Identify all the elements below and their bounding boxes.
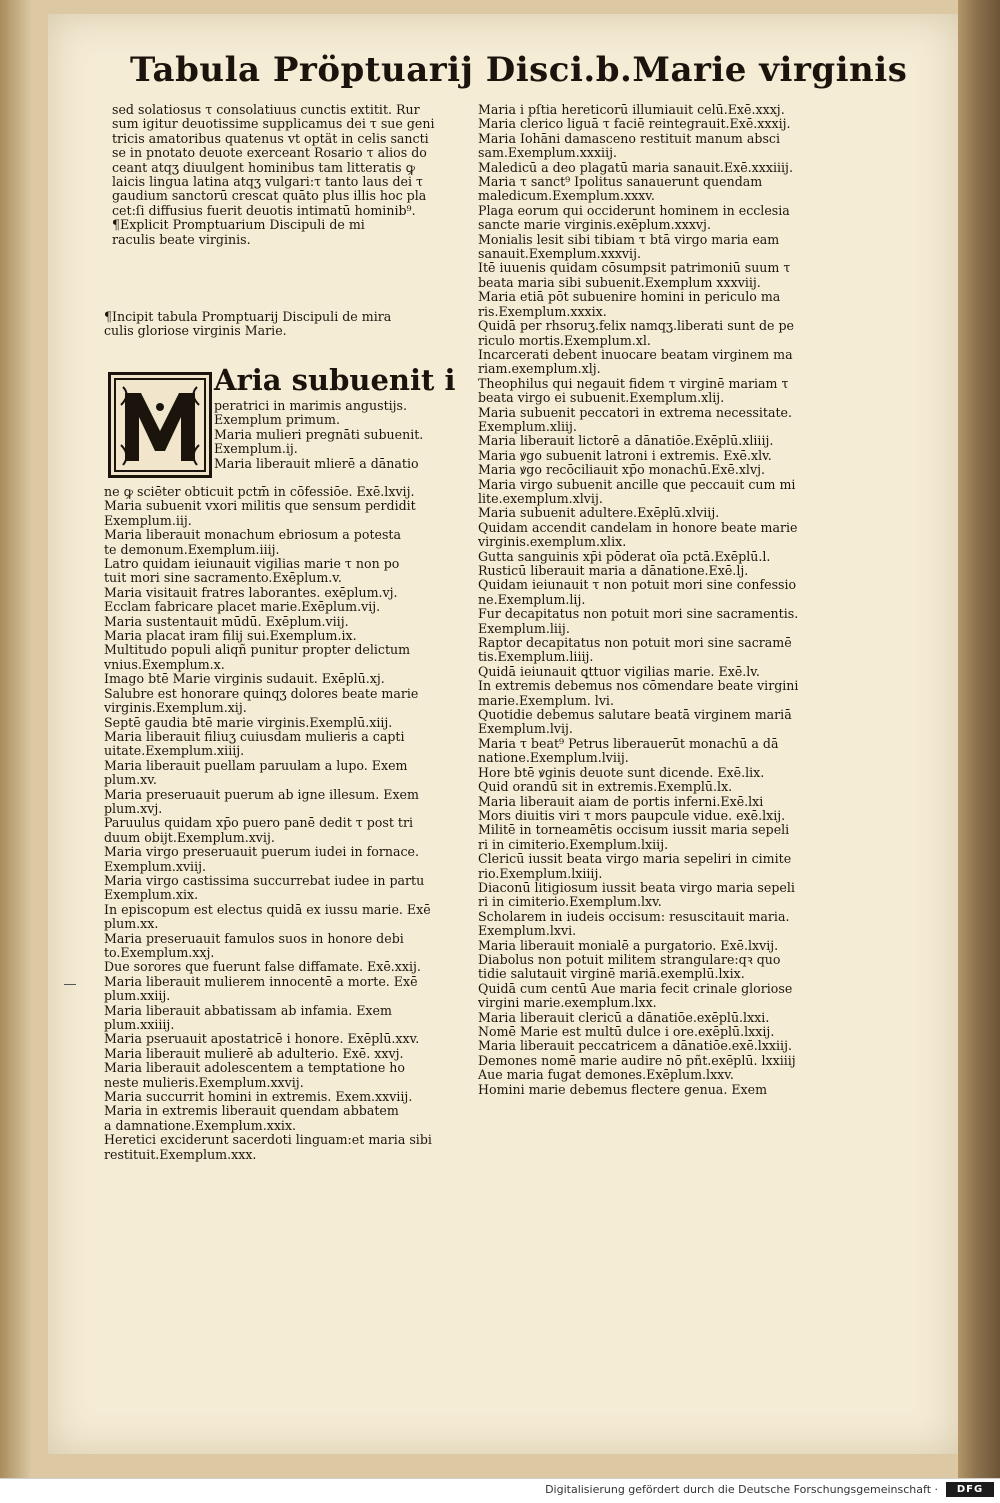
text-line: sum igitur deuotissime supplicamus dei τ sue geni — [112, 116, 435, 132]
text-line: culis gloriose virginis Marie. — [104, 323, 287, 339]
list-item: Mors diuitis viri τ mors paupcule vidue. exē.lxij. — [478, 807, 786, 823]
list-item: plum.xvj. — [104, 800, 163, 816]
list-item: Fur decapitatus non potuit mori sine sacramentis. — [478, 606, 799, 622]
list-item: sanauit.Exemplum.xxxvij. — [478, 246, 641, 262]
list-item: Rusticū liberauit maria a dānatione.Exē.lj. — [478, 563, 749, 578]
list-item: maledicum.Exemplum.xxxv. — [478, 188, 655, 204]
list-item: Maria liberauit aiam de portis inferni.Exē.lxi — [478, 793, 764, 809]
text-line: se in pnotato deuote exerceant Rosario τ alios do — [112, 145, 427, 161]
list-item: Maria sustentauit mūdū. Exēplum.viij. — [104, 613, 349, 629]
list-item: plum.xv. — [104, 772, 157, 788]
list-item: natione.Exemplum.lviij. — [478, 750, 629, 766]
list-item: Maria liberauit mulierem innocentē a morte. Exē — [104, 973, 418, 989]
left-column-list — [104, 485, 464, 1162]
decorated-initial — [108, 372, 212, 478]
list-item: Latro quidam ieiunauit vigilias marie τ non po — [104, 556, 400, 572]
text-line: Exemplum primum. — [214, 412, 340, 428]
list-item: duum obijt.Exemplum.xvij. — [104, 829, 275, 845]
text-line: laicis lingua latina atqʒ vulgari:τ tanto laus dei τ — [112, 174, 423, 190]
list-item: Maria liberauit clericū a dānatiōe.exēplū.lxxi. — [478, 1009, 770, 1025]
list-item: Maria liberauit abbatissam ab infamia. Exem — [104, 1002, 392, 1018]
incipit-text — [104, 310, 464, 339]
list-item: Maria virgo castissima succurrebat iudee in partu — [104, 872, 425, 888]
list-item: Maria τ beat⁹ Petrus liberauerūt monachū a dā — [478, 735, 779, 751]
list-item: Nomē Marie est multū dulce i ore.exēplū.lxxij. — [478, 1024, 775, 1039]
list-item: Demones nomē marie audire nō pñt.exēplū. lxxiiij — [478, 1052, 796, 1068]
list-item: Raptor decapitatus non potuit mori sine sacramē — [478, 635, 792, 651]
text-line: Maria mulieri pregnāti subuenit. — [214, 426, 424, 442]
list-item: Maria preseruauit puerum ab igne illesum. Exem — [104, 786, 419, 802]
list-item: Exemplum.xliij. — [478, 418, 577, 434]
list-item: Maria virgo subuenit ancille que peccauit cum mi — [478, 476, 796, 492]
list-item: a damnatione.Exemplum.xxix. — [104, 1117, 297, 1133]
list-item: tis.Exemplum.liiij. — [478, 649, 594, 665]
list-item: Diaconū litigiosum iussit beata virgo maria sepeli — [478, 879, 795, 895]
list-item: Maria liberauit monachum ebriosum a potesta — [104, 527, 401, 543]
list-item: neste mulieris.Exemplum.xxvij. — [104, 1074, 304, 1090]
text-line: Maria liberauit mlierē a dānatio — [214, 455, 419, 471]
decorated-initial-m-icon — [111, 375, 209, 475]
list-item: to.Exemplum.xxj. — [104, 945, 215, 960]
list-item: Exemplum.xix. — [104, 887, 199, 903]
list-item: ri in cimiterio.Exemplum.lxv. — [478, 894, 662, 910]
list-item: Maria subuenit vxori militis que sensum perdidit — [104, 498, 416, 514]
list-item: Exemplum.lvij. — [478, 721, 573, 737]
list-item: marie.Exemplum. lvi. — [478, 692, 614, 708]
list-item: Maria preseruauit famulos suos in honore debi — [104, 930, 404, 946]
list-item: Maledicū a deo plagatū maria sanauit.Exē.xxxiiij. — [478, 159, 793, 175]
list-item: Quidam ieiunauit τ non potuit mori sine confessio — [478, 577, 797, 593]
list-item: Exemplum.liij. — [478, 620, 570, 636]
list-item: restituit.Exemplum.xxx. — [104, 1146, 257, 1162]
list-item: Maria in extremis liberauit quendam abbatem — [104, 1103, 399, 1119]
list-item: tuit mori sine sacramento.Exēplum.v. — [104, 570, 342, 586]
list-item: Multitudo populi aliqñ punitur propter delictum — [104, 642, 411, 658]
list-item: tidie salutauit virginē mariā.exemplū.lxix. — [478, 966, 745, 982]
list-item: Maria clerico liguā τ faciē reintegrauit.Exē.xxxij. — [478, 116, 791, 132]
dfg-logo: DFG — [946, 1482, 994, 1497]
text-line: gaudium sanctorū crescat quāto plus illis hoc pla — [112, 188, 427, 204]
list-item: Heretici exciderunt sacerdoti linguam:et maria sibi — [104, 1132, 432, 1148]
list-item: Quidā per rhsoruʒ.felix namqʒ.liberati sunt de pe — [478, 318, 794, 334]
list-item: Maria liberauit mulierē ab adulterio. Exē. xxvj. — [104, 1045, 404, 1061]
list-item: lite.exemplum.xlvij. — [478, 490, 603, 506]
book-edge — [958, 0, 1000, 1502]
list-item: Monialis lesit sibi tibiam τ btā virgo maria eam — [478, 231, 780, 247]
list-item: ris.Exemplum.xxxix. — [478, 303, 607, 319]
initial-adjacent-text — [214, 399, 464, 471]
list-item: Scholarem in iudeis occisum: resuscitauit maria. — [478, 908, 790, 924]
list-item: plum.xxiiij. — [104, 1017, 175, 1033]
list-item: plum.xxiij. — [104, 988, 171, 1004]
list-item: Maria ꝟgo recōciliauit xp̄o monachū.Exē.xlvj. — [478, 462, 765, 478]
text-line: tricis amatoribus quatenus vt optät in celis sancti — [112, 130, 429, 146]
list-item: Maria etiā pōt subuenire homini in periculo ma — [478, 289, 781, 305]
list-item: Maria subuenit adultere.Exēplū.xlviij. — [478, 505, 720, 521]
list-item: Maria liberauit lictorē a dānatiōe.Exēplū.xliiij. — [478, 433, 774, 449]
list-item: In episcopum est electus quidā ex iussu marie. Exē — [104, 901, 431, 917]
list-item: Maria ꝟgo subuenit latroni i extremis. Exē.xlv. — [478, 447, 772, 463]
list-item: plum.xx. — [104, 916, 159, 932]
list-item: Maria i pſtia hereticorū illumiauit celū.Exē.xxxj. — [478, 102, 785, 117]
text-line: cet:ſi diffusius fuerit deuotis intimatū hominib⁹. — [112, 202, 416, 218]
list-item: Quidam accendit candelam in honore beate marie — [478, 519, 798, 535]
list-item: ne.Exemplum.lij. — [478, 591, 586, 607]
list-item: Maria liberauit monialē a purgatorio. Exē.lxvij. — [478, 937, 779, 953]
footer-credit: Digitalisierung gefördert durch die Deutsche Forschungsgemeinschaft · — [545, 1483, 938, 1496]
left-intro-text — [112, 103, 462, 247]
list-item: Exemplum.lxvi. — [478, 923, 577, 939]
list-item: Clericū iussit beata virgo maria sepeliri in cimite — [478, 851, 792, 867]
text-line: raculis beate virginis. — [112, 231, 251, 247]
list-item: Homini marie debemus flectere genua. Exem — [478, 1081, 768, 1097]
list-item: Itē iuuenis quidam cōsumpsit patrimoniū suum τ — [478, 260, 791, 276]
list-item: Maria τ sanct⁹ Ipolitus sanauerunt quendam — [478, 174, 763, 190]
list-item: Diabolus non potuit militem strangulare:qꝛ quo — [478, 951, 781, 967]
list-item: Theophilus qui negauit fidem τ virginē mariam τ — [478, 375, 789, 391]
list-item: Maria virgo preseruauit puerum iudei in fornace. — [104, 844, 419, 860]
page-title: Tabula Pröptuarij Disci.b.Marie virginis — [130, 50, 908, 90]
text-line: ceant atqʒ diuulgent hominibus tam litteratis ꝙ — [112, 159, 416, 175]
list-item: virginis.exemplum.xlix. — [478, 534, 627, 550]
list-item: sancte marie virginis.exēplum.xxxvj. — [478, 217, 711, 233]
list-item: ri in cimiterio.Exemplum.lxiij. — [478, 836, 669, 852]
list-item: beata virgo ei subuenit.Exemplum.xlij. — [478, 390, 725, 406]
list-item: Aue maria fugat demones.Exēplum.lxxv. — [478, 1067, 734, 1083]
list-item: virginis.Exemplum.xij. — [104, 700, 247, 716]
list-item: Exemplum.iij. — [104, 512, 192, 528]
list-item: Maria visitauit fratres laborantes. exēplum.vj. — [104, 584, 398, 600]
list-item: rio.Exemplum.lxiiij. — [478, 865, 603, 881]
margin-mark — [64, 984, 76, 985]
text-line: ¶Incipit tabula Promptuarij Discipuli de mira — [104, 309, 392, 324]
list-item: sam.Exemplum.xxxiij. — [478, 145, 618, 161]
list-item: Maria subuenit peccatori in extrema necessitate. — [478, 404, 792, 420]
list-item: Imago btē Marie virginis sudauit. Exēplū.xj. — [104, 671, 385, 687]
text-line: Exemplum.ij. — [214, 441, 298, 457]
list-item: Quid orandū sit in extremis.Exemplū.lx. — [478, 779, 733, 795]
list-item: Maria succurrit homini in extremis. Exem.xxviij. — [104, 1089, 413, 1105]
list-item: Maria Iohāni damasceno restituit manum absci — [478, 130, 780, 146]
incipit-heading: Aria subuenit i — [214, 363, 456, 397]
list-item: Quidā cum centū Aue maria fecit crinale gloriose — [478, 980, 793, 996]
list-item: riam.exemplum.xlj. — [478, 361, 601, 377]
list-item: Exemplum.xviij. — [104, 858, 207, 874]
list-item: virgini marie.exemplum.lxx. — [478, 995, 657, 1011]
text-line: ¶Explicit Promptuarium Discipuli de mi — [112, 217, 365, 233]
list-item: Maria liberauit filiuʒ cuiusdam mulieris a capti — [104, 728, 405, 744]
list-item: Maria liberauit peccatricem a dānatiōe.exē.lxxiij. — [478, 1038, 792, 1054]
list-item: te demonum.Exemplum.iiij. — [104, 541, 280, 557]
list-item: Gutta sanguinis xp̄i pōderat oīa pctā.Exēplū.l. — [478, 548, 771, 564]
list-item: Incarcerati debent inuocare beatam virginem ma — [478, 346, 793, 362]
list-item: In extremis debemus nos cōmendare beate virgini — [478, 678, 799, 694]
list-item: ne ꝙ sciēter obticuit pctm̄ in cōfessiōe. Exē.lxvij. — [104, 484, 415, 499]
list-item: Salubre est honorare quinqʒ dolores beate marie — [104, 685, 419, 701]
list-item: Plaga eorum qui occiderunt hominem in ecclesia — [478, 202, 790, 218]
list-item: Paruulus quidam xp̄o puero panē dedit τ post tri — [104, 815, 414, 831]
list-item: Due sorores que fuerunt false diffamate. Exē.xxij. — [104, 959, 421, 975]
list-item: beata maria sibi subuenit.Exemplum xxxviij. — [478, 274, 761, 290]
list-item: Ecclam fabricare placet marie.Exēplum.vij. — [104, 599, 381, 615]
text-line: sed solatiosus τ consolatiuus cunctis extitit. Rur — [112, 102, 420, 117]
list-item: Militē in torneamētis occisum iussit maria sepeli — [478, 822, 790, 838]
list-item: vnius.Exemplum.x. — [104, 656, 225, 672]
list-item: Septē gaudia btē marie virginis.Exemplū.xiij. — [104, 714, 393, 730]
text-line: peratrici in marimis angustijs. — [214, 398, 408, 413]
list-item: riculo mortis.Exemplum.xl. — [478, 332, 651, 348]
list-item: Maria pseruauit apostatricē i honore. Exēplū.xxv. — [104, 1031, 420, 1047]
list-item: uitate.Exemplum.xiiij. — [104, 743, 245, 759]
list-item: Maria placat iram filij sui.Exemplum.ix. — [104, 628, 357, 644]
list-item: Maria liberauit puellam paruulam a lupo. Exem — [104, 757, 408, 773]
right-column-list — [478, 103, 838, 1097]
list-item: Quidā ieiunauit ꝗttuor vigilias marie. Exē.lv. — [478, 663, 760, 679]
list-item: Quotidie debemus salutare beatā virginem mariā — [478, 707, 792, 723]
list-item: Maria liberauit adolescentem a temptatione ho — [104, 1060, 405, 1076]
list-item: Hore btē ꝟginis deuote sunt dicende. Exē.lix. — [478, 764, 765, 780]
